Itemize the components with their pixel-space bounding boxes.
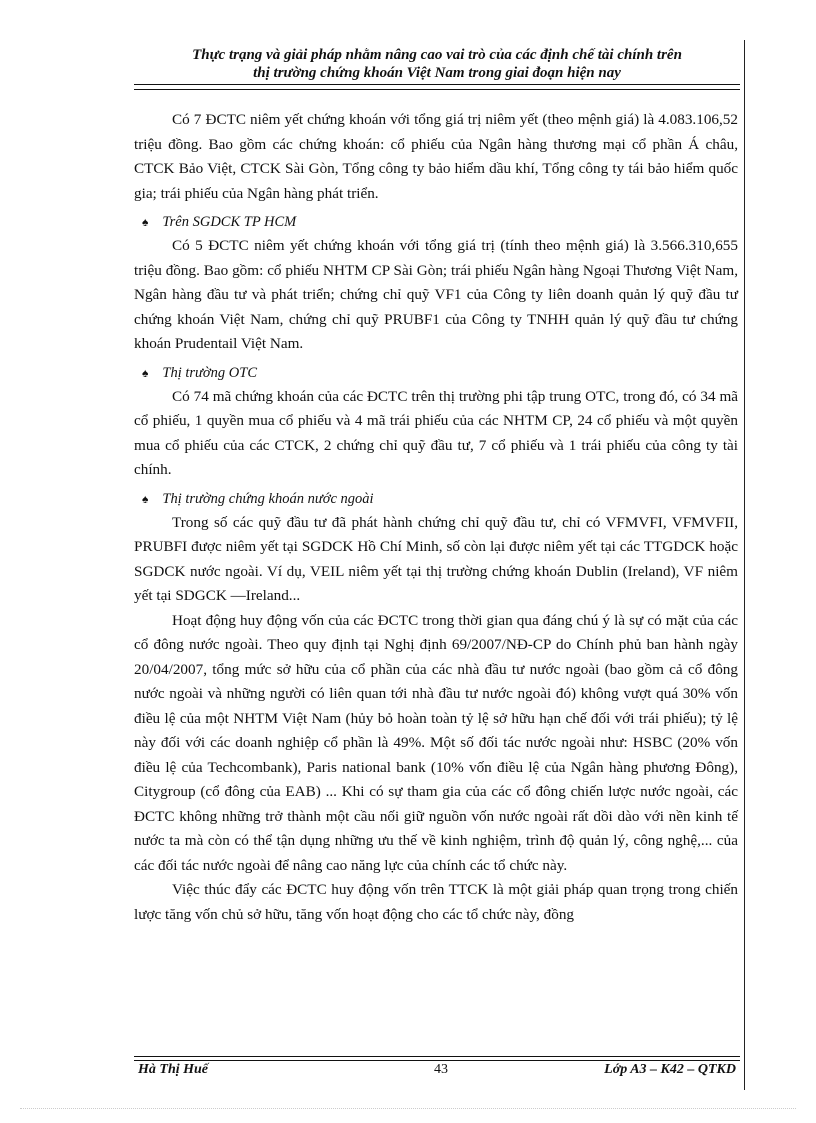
section-title: Trên SGDCK TP HCM [162, 214, 297, 230]
footer-class: Lớp A3 – K42 – QTKD [604, 1062, 736, 1077]
page-number: 43 [434, 1062, 448, 1077]
section-title: Thị trường chứng khoán nước ngoài [162, 490, 374, 507]
paragraph: Trong số các quỹ đầu tư đã phát hành chứng chỉ quỹ đầu tư, chỉ có VFMVFI, VFMVFII, PRUBFI được niêm yết tại SGDCK Hồ Chí Minh, số còn lại được niêm yết tại các TTGDCK hoặc SGDCK nước ngoài. Ví dụ, VEIL niêm yết tại thị trường chứng khoán Dublin (Ireland), VF niêm yết tại SDGCK —Ireland... [134, 513, 738, 604]
spade-bullet-icon: ♠ [142, 491, 149, 506]
section-heading [134, 210, 738, 234]
paragraph: Có 5 ĐCTC niêm yết chứng khoán với tổng giá trị (tính theo mệnh giá) là 3.566.310,655 triệu đồng. Bao gồm: cổ phiếu NHTM CP Sài Gòn; trái phiếu Ngân hàng Ngoại Thương Việt Nam, Ngân hàng đầu tư và phát triển; chứng chỉ quỹ VF1 của Công ty liên doanh quản lý quỹ đầu tư chứng khoán Việt Nam, chứng chỉ quỹ PRUBF1 của Công ty TNHH quản lý quỹ đầu tư chứng khoán Prudentail Việt Nam. [134, 237, 738, 352]
footer-rule [134, 1056, 740, 1061]
section-heading [134, 361, 738, 385]
document-body [134, 108, 738, 927]
section-heading [134, 487, 738, 511]
header-rule [134, 84, 740, 90]
header-line-1: Thực trạng và giải pháp nhằm nâng cao vai trò của các định chế tài chính trên [192, 47, 682, 63]
paragraph: Hoạt động huy động vốn của các ĐCTC trong thời gian qua đáng chú ý là sự có mặt của các cổ đông nước ngoài. Theo quy định tại Nghị định 69/2007/NĐ-CP do Chính phủ ban hành ngày 20/04/2007, tổng mức sở hữu của cổ phần của các nhà đầu tư nước ngoài (bao gồm cả cổ đông nước ngoài và những người có liên quan tới nhà đầu tư nước ngoài đó) không vượt quá 30% vốn điều lệ của một NHTM Việt Nam (hủy bỏ hoàn toàn tỷ lệ sở hữu hạn chế đối với trái phiếu); tỷ lệ này đối với các doanh nghiệp cổ phần là 49%. Một số đối tác nước ngoài như: HSBC (20% vốn điều lệ của Techcombank), Paris national bank (10% vốn điều lệ của Ngân hàng phương Đông), Citygroup (cổ đông của EAB) ... Khi có sự tham gia của các cổ đông chiến lược nước ngoài, các ĐCTC không những trở thành một cầu nối giữ nguồn vốn nước ngoài rất dồi dào với nền kinh tế nước ta mà còn có thể tận dụng những ưu thế về kinh nghiệm, trình độ quản lý, công nghệ,... của các đối tác nước ngoài để nâng cao năng lực của chính các tổ chức này. [134, 611, 738, 874]
paragraph: Có 74 mã chứng khoán của các ĐCTC trên thị trường phi tập trung OTC, trong đó, có 34 mã cổ phiếu, 1 quyền mua cổ phiếu và 4 mã trái phiếu của các NHTM CP, 24 cổ phiếu và một quyền mua cổ phiếu của các CTCK, 2 chứng chỉ quỹ đầu tư, 7 cổ phiếu và 1 trái phiếu của công ty tài chính. [134, 387, 738, 478]
section-title: Thị trường OTC [162, 364, 257, 381]
spade-bullet-icon: ♠ [142, 215, 149, 229]
spade-bullet-icon: ♠ [142, 365, 149, 380]
page-edge-dots [20, 1108, 796, 1109]
running-header [134, 46, 740, 82]
paragraph: Có 7 ĐCTC niêm yết chứng khoán với tổng giá trị niêm yết (theo mệnh giá) là 4.083.106,52 triệu đồng. Bao gồm các chứng khoán: cổ phiếu của Ngân hàng thương mại cổ phần Á châu, CTCK Bảo Việt, CTCK Sài Gòn, Tổng công ty bảo hiểm dầu khí, Tổng công ty tái bảo hiểm quốc gia; trái phiếu của Ngân hàng phát triển. [134, 111, 738, 202]
page-footer [134, 1062, 740, 1084]
paragraph: Việc thúc đẩy các ĐCTC huy động vốn trên TTCK là một giải pháp quan trọng trong chiến lược tăng vốn chủ sở hữu, tăng vốn hoạt động cho các tổ chức này, đồng [134, 881, 738, 923]
header-line-2: thị trường chứng khoán Việt Nam trong giai đoạn hiện nay [253, 65, 621, 81]
footer-author: Hà Thị Huế [138, 1062, 209, 1077]
